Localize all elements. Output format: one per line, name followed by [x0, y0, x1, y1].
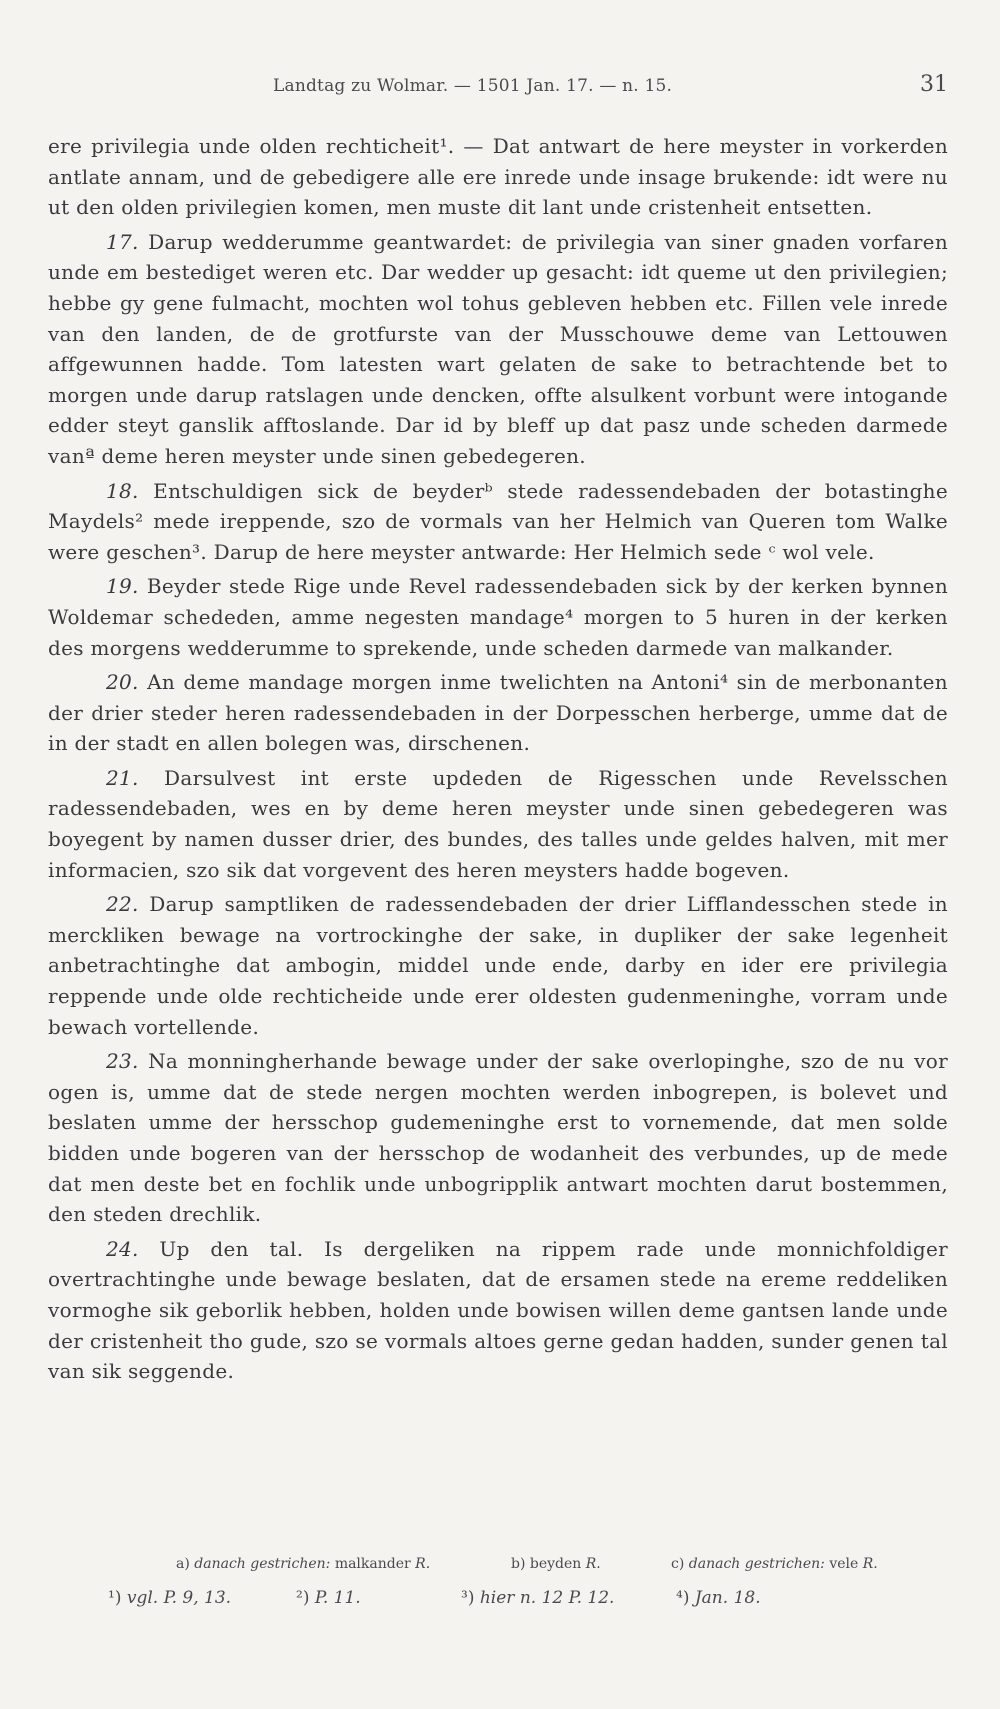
page-number: 31 — [920, 72, 948, 97]
footnote-marker: c) — [671, 1556, 685, 1572]
footnote-source: R. — [862, 1556, 878, 1572]
paragraph-number: 18. — [106, 478, 139, 503]
paragraph-20 — [48, 667, 948, 759]
paragraph-number: 20. — [106, 670, 139, 695]
footnote-source: R. — [585, 1556, 601, 1572]
footnote-text: Jan. 18. — [694, 1588, 761, 1608]
paragraph-number: 24. — [106, 1236, 139, 1261]
footnotes-textual — [48, 1556, 948, 1582]
footnote-3 — [461, 1588, 614, 1608]
paragraph-number: 17. — [106, 229, 139, 254]
footnote-text: malkander — [334, 1556, 411, 1572]
footnote-note: danach gestrichen: — [688, 1556, 825, 1572]
footnote-text: vgl. P. 9, 13. — [126, 1588, 232, 1608]
paragraph-text: Entschuldigen sick de beyderᵇ stede radessendebaden der botastinghe Maydels² mede ireppende, szo de vormals van her Helmich van Queren tom Walke were geschen³. Darup de here meyster antwarde: Her Helmich sede ᶜ wol vele. — [48, 478, 948, 564]
footnote-marker: a) — [176, 1556, 190, 1572]
footnote-marker: ²) — [296, 1588, 310, 1608]
paragraph-24 — [48, 1234, 948, 1387]
paragraph-19 — [48, 571, 948, 663]
paragraph-text: Darsulvest int erste updeden de Rigesschen unde Revelsschen radessendebaden, wes en by deme heren meyster unde sinen gebedegeren was boyegent by namen dusser drier, des bundes, des talles unde geldes halven, mit mer informacien, szo sik dat vorgevent des heren meysters hadde bogeven. — [48, 765, 948, 882]
paragraph-17 — [48, 227, 948, 472]
footnote-note: danach gestrichen: — [194, 1556, 331, 1572]
footnote-marker: ³) — [461, 1588, 475, 1608]
paragraph-text: Up den tal. Is dergeliken na rippem rade unde monnichfoldiger overtrachtinghe unde bewage beslaten, dat de ersamen stede na ereme reddeliken vormoghe sik geborlik hebben, holden unde bowisen willen deme gantsen lande unde der cristenheit tho gude, szo se vormals altoes gerne gedan hadden, sunder genen tal van sik seggende. — [48, 1236, 948, 1384]
footnote-a — [176, 1556, 430, 1572]
footnote-text: hier n. 12 P. 12. — [479, 1588, 615, 1608]
footnote-text: vele — [829, 1556, 859, 1572]
footnote-c — [671, 1556, 878, 1572]
footnotes-numbered — [48, 1588, 948, 1618]
footnote-marker: ⁴) — [676, 1588, 690, 1608]
footnote-4 — [676, 1588, 761, 1608]
footnote-text: beyden — [529, 1556, 582, 1572]
paragraph-number: 19. — [106, 574, 139, 599]
footnote-2 — [296, 1588, 361, 1608]
footnote-marker: ¹) — [108, 1588, 122, 1608]
footnote-marker: b) — [511, 1556, 526, 1572]
paragraph-21 — [48, 763, 948, 885]
body-text — [48, 131, 948, 1391]
paragraph-text: Beyder stede Rige unde Revel radessendebaden sick by der kerken bynnen Woldemar schededen, amme negesten mandage⁴ morgen to 5 huren in der kerken des morgens wedderumme to sprekende, unde scheden darmede van malkander. — [48, 574, 948, 660]
paragraph-text: An deme mandage morgen inme twelichten na Antoni⁴ sin de merbonanten der drier steder heren radessendebaden in der Dorpesschen herberge, umme dat de in der stadt en allen bolegen was, dirschenen. — [48, 670, 948, 756]
footnote-source: R. — [415, 1556, 431, 1572]
paragraph-text: Darup wedderumme geantwardet: de privilegia van siner gnaden vorfaren unde em bestediget weren etc. Dar wedder up gesacht: idt queme ut den privilegien; hebbe gy gene fulmacht, mochten wol tohus gebleven hebben etc. Fillen vele inrede van den landen, de de grotfurste van der Musschouwe deme van Lettouwen affgewunnen hadde. Tom latesten wart gelaten de sake to betrachtende bet to morgen unde darup ratslagen unde dencken, offte alsulkent vorbunt were intogande edder steyt ganslik afftoslande. Dar id by bleff up dat pasz unde scheden darmede vanª deme heren meyster unde sinen gebedegeren. — [48, 229, 948, 468]
footnote-1 — [108, 1588, 231, 1608]
paragraph-text: Darup samptliken de radessendebaden der drier Lifflandesschen stede in merckliken bewage na vortrockinghe der sake, in dupliker der sake legenheit anbetrachtinghe dat ambogin, middel unde ende, darby en ider ere privilegia reppende unde olde rechticheide unde erer oldesten gudenmeninghe, vorram unde bewach vortellende. — [48, 892, 948, 1039]
running-head: Landtag zu Wolmar. — 1501 Jan. 17. — n. 15. — [273, 76, 673, 96]
footnote-text: P. 11. — [314, 1588, 361, 1608]
paragraph-22 — [48, 889, 948, 1042]
paragraph-number: 23. — [106, 1049, 139, 1074]
paragraph-intro — [48, 131, 948, 223]
paragraph-18 — [48, 476, 948, 568]
paragraph-text: ere privilegia unde olden rechticheit¹. — Dat antwart de here meyster in vorkerden antlate annam, und de gebedigere alle ere inrede unde insage brukende: idt were nu ut den olden privilegien komen, men muste dit lant unde cristenheit entsetten. — [48, 134, 948, 220]
footnote-b — [511, 1556, 601, 1572]
paragraph-23 — [48, 1046, 948, 1230]
paragraph-text: Na monningherhande bewage under der sake overlopinghe, szo de nu vor ogen is, umme dat de stede nergen mochten werden inbogrepen, is bolevet und beslaten umme der hersschop gudemeninghe erst to vornemende, dat men solde bidden unde bogeren van der hersschop de wodanheit des verbundes, up de mede dat men deste bet en fochlik unde unbogripplik antwart mochten darut bostemmen, den steden drechlik. — [48, 1049, 948, 1227]
page-header — [48, 70, 948, 104]
paragraph-number: 22. — [106, 892, 139, 917]
paragraph-number: 21. — [106, 765, 139, 790]
document-page — [48, 0, 948, 1709]
